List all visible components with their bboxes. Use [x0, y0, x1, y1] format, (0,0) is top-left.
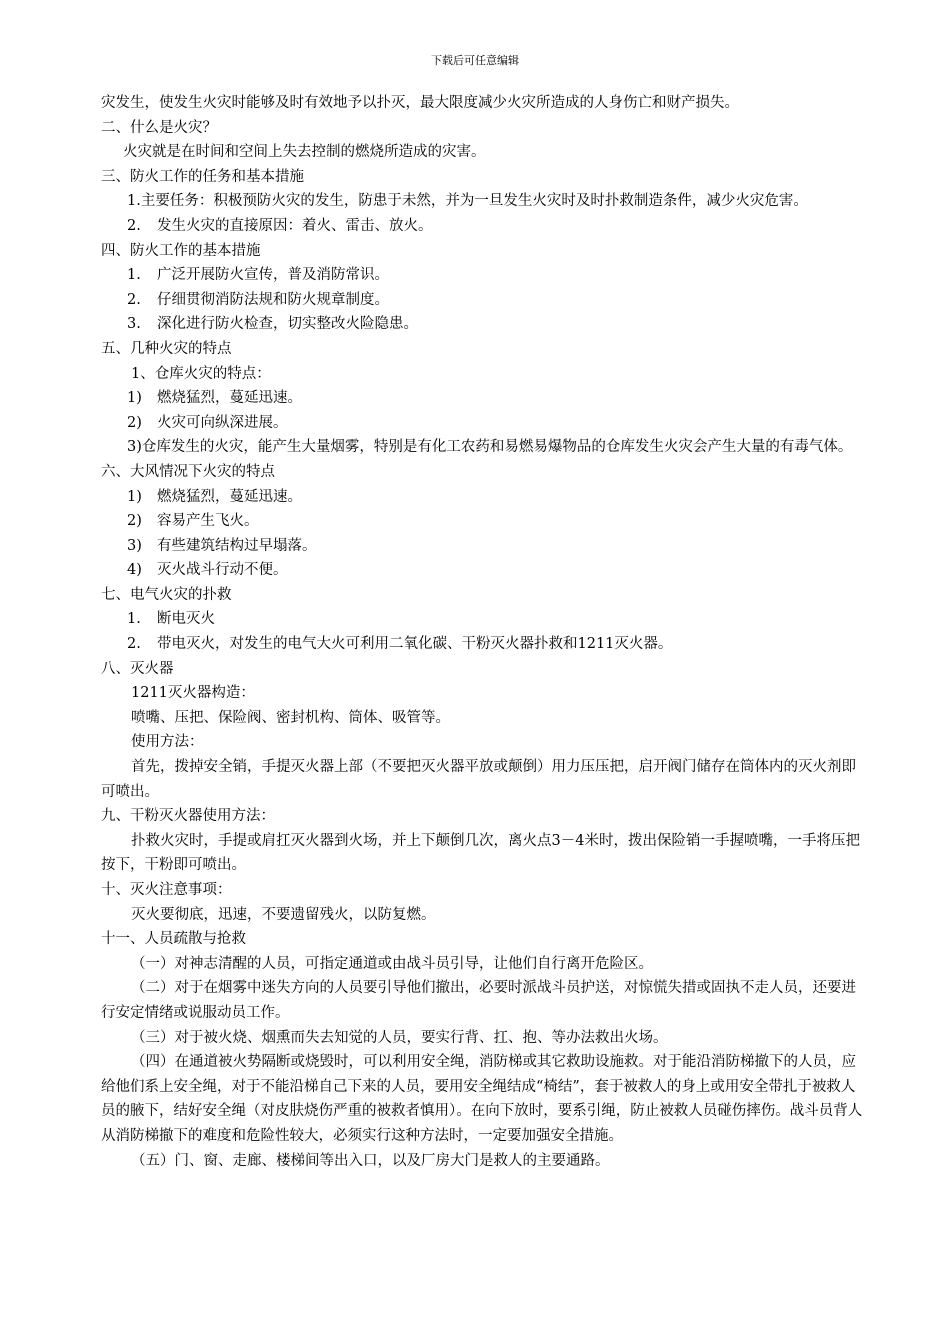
heading-electrical-fire: 七、电气火灾的扑救: [101, 586, 232, 603]
list-item: 2. 发生火灾的直接原因：着火、雷击、放火。: [127, 217, 433, 234]
list-item: 2. 仔细贯彻消防法规和防火规章制度。: [127, 291, 389, 308]
document-body: [101, 91, 869, 1173]
paragraph-evac-2: （二）对于在烟雾中迷失方向的人员要引导他们撤出，必要时派战斗员护送，对惊慌失措或固执不走人员，还要进行安定情绪或说服动员工作。: [101, 980, 856, 1021]
heading-fire-types: 五、几种火灾的特点: [101, 340, 232, 357]
paragraph-evac-1: （一）对神志清醒的人员，可指定通道或由战斗员引导，让他们自行离开危险区。: [131, 955, 653, 972]
list-item: 1) 燃烧猛烈，蔓延迅速。: [127, 488, 302, 505]
paragraph-1211-structure: 1211灭火器构造：: [131, 685, 255, 702]
paragraph-components: 喷嘴、压把、保险阀、密封机构、筒体、吸管等。: [131, 709, 450, 726]
paragraph-dry-powder: 扑救火灾时，手提或肩扛灭火器到火场，并上下颠倒几次，离火点3－4米时，拨出保险销一手握喷嘴，一手将压把按下，干粉即可喷出。: [101, 832, 860, 874]
paragraph-usage-label: 使用方法：: [131, 734, 204, 751]
page-header: 下载后可任意编辑: [431, 54, 519, 67]
list-item: 1. 断电灭火: [127, 611, 215, 628]
heading-basic-measures: 四、防火工作的基本措施: [101, 242, 261, 259]
list-item: 3. 深化进行防火检查，切实整改火险隐患。: [127, 316, 418, 333]
heading-dry-powder: 九、干粉灭火器使用方法：: [101, 808, 275, 825]
heading-extinguisher: 八、灭火器: [101, 660, 174, 677]
heading-evacuation: 十一、人员疏散与抢救: [101, 931, 246, 948]
list-item: 4) 灭火战斗行动不便。: [127, 562, 288, 579]
paragraph-evac-5: （五）门、窗、走廊、楼梯间等出入口，以及厂房大门是救人的主要通路。: [131, 1152, 610, 1169]
paragraph-continued: 灾发生，使发生火灾时能够及时有效地予以扑灭，最大限度减少火灾所造成的人身伤亡和财产损失。: [101, 95, 739, 111]
paragraph-evac-4: （四）在通道被火势隔断或烧毁时，可以利用安全绳，消防梯或其它救助设施救。对于能沿消防梯撤下的人员，应给他们系上安全绳，对于不能沿梯自己下来的人员，要用安全绳结成“椅结”，套于被救人的身上或用安全带扎于被救人员的腋下，结好安全绳（对皮肤烧伤严重的被救者慎用）。在向下放时，要系引绳，防止被救人员碰伤摔伤。战斗员背人从消防梯撤下的难度和危险性较大，必须实行这种方法时，一定要加强安全措施。: [101, 1054, 863, 1144]
list-item: 1. 广泛开展防火宣传，普及消防常识。: [127, 267, 389, 284]
list-item: 2) 容易产生飞火。: [127, 513, 259, 530]
paragraph-fire-definition: 火灾就是在时间和空间上失去控制的燃烧所造成的灾害。: [123, 144, 486, 161]
heading-windy-fire: 六、大风情况下火灾的特点: [101, 463, 275, 480]
paragraph-usage: 首先，拨掉安全销，手提灭火器上部（不要把灭火器平放或颠倒）用力压压把，启开阀门储存在筒体内的灭火剂即可喷出。: [101, 759, 856, 800]
subheading-warehouse-fire: 1、仓库火灾的特点：: [131, 365, 271, 382]
list-item: 2. 带电灭火，对发生的电气大火可利用二氧化碳、干粉灭火器扑救和1211灭火器。: [127, 636, 673, 653]
paragraph-notes: 灭火要彻底，迅速，不要遗留残火，以防复燃。: [131, 906, 436, 923]
list-item: 2) 火灾可向纵深进展。: [127, 414, 288, 431]
list-item: 1.主要任务：积极预防火灾的发生，防患于未然，并为一旦发生火灾时及时扑救制造条件，减少火灾危害。: [127, 193, 808, 210]
list-item: 1) 燃烧猛烈，蔓延迅速。: [127, 390, 302, 407]
list-item: 3) 有些建筑结构过早塌落。: [127, 537, 317, 554]
heading-notes: 十、灭火注意事项：: [101, 882, 232, 898]
list-item: 3)仓库发生的火灾，能产生大量烟雾，特别是有化工农药和易燃易爆物品的仓库发生火灾会产生大量的有毒气体。: [127, 439, 853, 456]
heading-tasks-measures: 三、防火工作的任务和基本措施: [101, 168, 304, 185]
paragraph-evac-3: （三）对于被火烧、烟熏而失去知觉的人员，要实行背、扛、抱、等办法救出火场。: [131, 1029, 668, 1046]
heading-what-is-fire: 二、什么是火灾？: [101, 119, 217, 136]
